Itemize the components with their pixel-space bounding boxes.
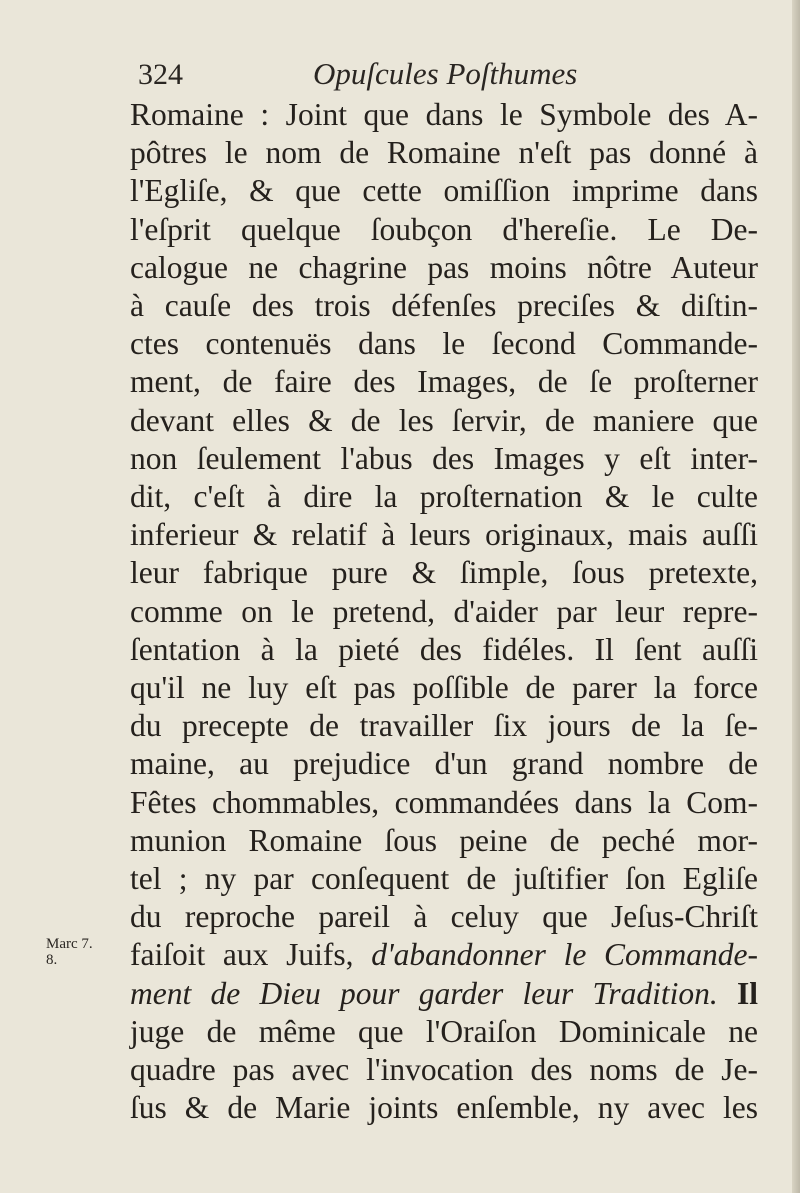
text-line: qu'il ne luy eſt pas poſſible de parer la force [130,670,758,706]
text-line: à cauſe des trois défenſes preciſes & diſtin- [130,288,758,324]
text-line: l'eſprit quelque ſoubçon d'hereſie. Le De- [130,211,758,247]
margin-reference-line-1: Marc 7. [46,936,93,952]
margin-reference [46,936,126,968]
text-line-mixed [130,975,758,1013]
text-line: quadre pas avec l'invocation des noms de Je- [130,1052,758,1088]
text-line: pôtres le nom de Romaine n'eſt pas donné à [130,135,758,171]
text-line: dit, c'eſt à dire la proſternation & le culte [130,479,758,515]
text-line-mixed [130,936,758,974]
running-title: Opuſcules Poſthumes [313,56,578,91]
text-line: devant elles & de les ſervir, de maniere que [130,402,758,438]
text-line: Romaine : Joint que dans le Symbole des A- [130,97,758,132]
text-line: tel ; ny par conſequent de juſtifier ſon Egliſe [130,861,758,897]
text-line: juge de même que l'Oraiſon Dominicale ne [130,1013,758,1049]
text-line: ſentation à la pieté des fidéles. Il ſent auſſi [130,631,758,667]
margin-reference-line-2: 8. [46,952,58,968]
text-line: ctes contenuës dans le ſecond Commande- [130,326,758,362]
text-line: du reproche pareil à celuy que Jeſus-Chriſt [130,899,758,935]
text-line: comme on le pretend, d'aider par leur repre- [130,593,758,629]
text-line: du precepte de travailler ſix jours de la ſe- [130,708,758,744]
text-line: ſus & de Marie joints enſemble, ny avec les [130,1090,758,1126]
body-text [130,96,758,1127]
text-line: calogue ne chagrine pas moins nôtre Auteur [130,249,758,285]
text-line: non ſeulement l'abus des Images y eſt inter- [130,440,758,476]
text-line: Fêtes chommables, commandées dans la Com- [130,784,758,820]
text-line: inferieur & relatif à leurs originaux, mais auſſi [130,517,758,553]
page-edge [792,0,800,1193]
italic-quotation: d'abandonner le Commande- [371,937,759,973]
text-line: leur fabrique pure & ſimple, ſous pretexte, [130,555,758,591]
bold-text: Il [737,975,759,1011]
text-line: l'Egliſe, & que cette omiſſion imprime dans [130,173,758,209]
page-number: 324 [138,58,183,91]
text-run: faiſoit aux Juifs, [130,937,372,973]
page-header [138,52,758,96]
text-line: maine, au prejudice d'un grand nombre de [130,746,758,782]
text-line: munion Romaine ſous peine de peché mor- [130,822,758,858]
text-line: ment, de faire des Images, de ſe proſterner [130,364,758,400]
italic-quotation: ment de Dieu pour garder leur Tradition. [130,975,718,1011]
